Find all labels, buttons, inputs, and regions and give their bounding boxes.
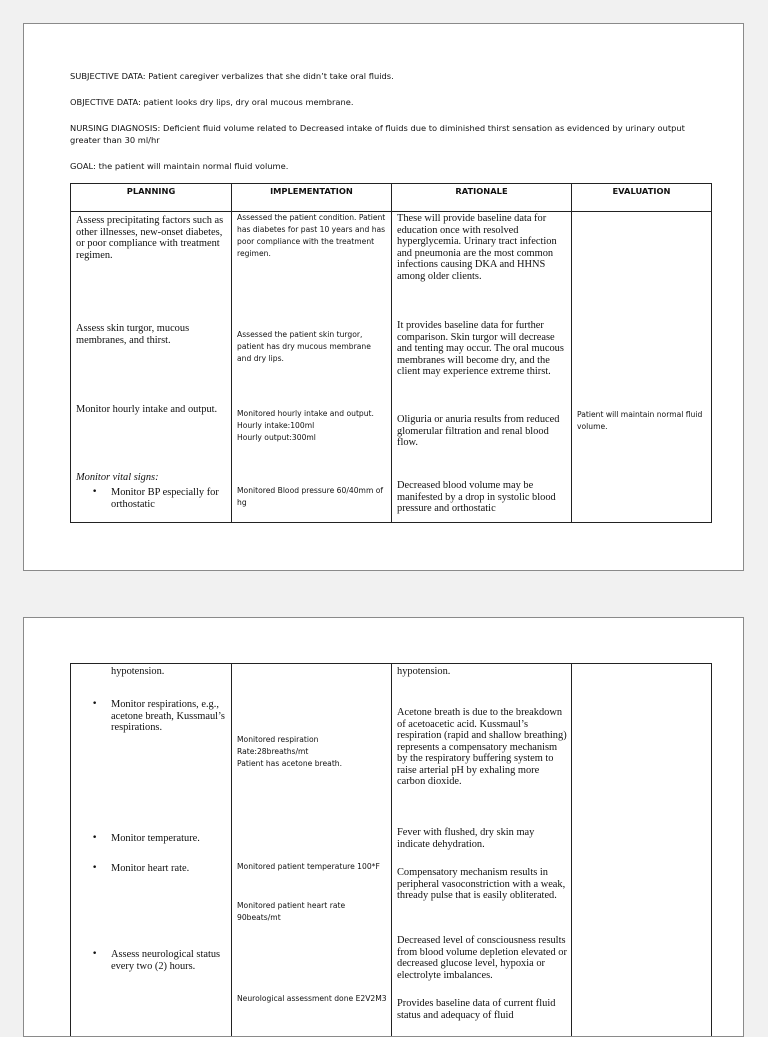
implementation-item xyxy=(237,734,387,770)
rationale-item: Compensatory mechanism results in peripheral vasoconstriction with a weak, thready pulse that is easily obliterated. xyxy=(397,867,567,902)
document-page-2 xyxy=(23,617,744,1037)
planning-bullet-text: Monitor BP especially for orthostatic xyxy=(111,487,219,510)
list-item xyxy=(92,833,227,845)
care-plan-table-1 xyxy=(70,183,712,523)
nursing-diagnosis xyxy=(70,122,710,146)
evaluation-cell xyxy=(572,664,712,1037)
header-rationale: RATIONALE xyxy=(392,184,572,212)
rationale-continued: hypotension. xyxy=(397,666,567,678)
planning-bullet-text: Monitor heart rate. xyxy=(111,863,189,874)
planning-cell xyxy=(71,212,232,523)
planning-item: Assess precipitating factors such as other illnesses, new-onset diabetes, or poor compliance with treatment regimen. xyxy=(76,215,227,261)
planning-bullet-text: Assess neurological status every two (2) hours. xyxy=(111,949,220,972)
implementation-item: Monitored patient heart rate 90beats/mt xyxy=(237,900,387,924)
list-item xyxy=(92,699,227,734)
goal-text: the patient will maintain normal fluid volume. xyxy=(99,161,289,171)
rationale-item: Decreased level of consciousness results from blood volume depletion elevated or decreased glucose level, hypoxia or electrolyte imbalances. xyxy=(397,935,567,981)
implementation-line: Hourly intake:100ml xyxy=(237,420,387,432)
diagnosis-label: NURSING DIAGNOSIS: xyxy=(70,123,160,133)
planning-item: Assess skin turgor, mucous membranes, and thirst. xyxy=(76,323,227,346)
rationale-item: Acetone breath is due to the breakdown of acetoacetic acid. Kussmaul’s respiration (rapid and shallow breathing) represents a compensatory mechanism by the respiratory buffering system to raise arterial pH by exhaling more carbon dioxide. xyxy=(397,707,567,788)
header-evaluation: EVALUATION xyxy=(572,184,712,212)
planning-cell xyxy=(71,664,232,1037)
rationale-cell xyxy=(392,664,572,1037)
bullet-icon: • xyxy=(92,863,97,875)
implementation-line: Patient has acetone breath. xyxy=(237,758,387,770)
planning-bullet-text: Monitor respirations, e.g., acetone breath, Kussmaul’s respirations. xyxy=(111,699,225,733)
subjective-text: Patient caregiver verbalizes that she didn’t take oral fluids. xyxy=(148,71,394,81)
evaluation-cell xyxy=(572,212,712,523)
list-item xyxy=(92,863,227,875)
planning-item: Monitor hourly intake and output. xyxy=(76,404,227,416)
implementation-item: Assessed the patient condition. Patient has diabetes for past 10 years and has poor compliance with the treatment regimen. xyxy=(237,212,387,260)
care-plan-table-2 xyxy=(70,663,712,1037)
objective-label: OBJECTIVE DATA: xyxy=(70,97,141,107)
document-page-1 xyxy=(23,23,744,571)
implementation-line: Monitored hourly intake and output. xyxy=(237,408,387,420)
evaluation-item: Patient will maintain normal fluid volume. xyxy=(577,409,707,433)
implementation-cell xyxy=(232,664,392,1037)
header-planning: PLANNING xyxy=(71,184,232,212)
implementation-line: Rate:28breaths/mt xyxy=(237,746,387,758)
table-header-row xyxy=(71,184,712,212)
objective-data xyxy=(70,96,710,108)
planning-continued: hypotension. xyxy=(111,666,227,678)
subjective-data xyxy=(70,70,710,82)
implementation-line: Monitored respiration xyxy=(237,734,387,746)
implementation-item: Monitored Blood pressure 60/40mm of hg xyxy=(237,485,387,509)
planning-bullet-text: Monitor temperature. xyxy=(111,833,200,844)
bullet-icon: • xyxy=(92,487,97,499)
implementation-cell xyxy=(232,212,392,523)
header-implementation: IMPLEMENTATION xyxy=(232,184,392,212)
implementation-item xyxy=(237,408,387,444)
implementation-item: Assessed the patient skin turgor, patient has dry mucous membrane and dry lips. xyxy=(237,329,387,365)
goal-label: GOAL: xyxy=(70,161,96,171)
table-row xyxy=(71,212,712,523)
rationale-item: Decreased blood volume may be manifested by a drop in systolic blood pressure and orthostatic xyxy=(397,480,567,515)
rationale-item: Fever with flushed, dry skin may indicate dehydration. xyxy=(397,827,567,850)
planning-subheading: Monitor vital signs: xyxy=(76,472,227,484)
implementation-line: Hourly output:300ml xyxy=(237,432,387,444)
rationale-item: These will provide baseline data for education once with resolved hyperglycemia. Urinary tract infection and pneumonia are the most common infections causing DKA and HHNS among older clients. xyxy=(397,213,567,282)
diagnosis-text: Deficient fluid volume related to Decreased intake of fluids due to diminished thirst sensation as evidenced by urinary output greater than 30 ml/hr xyxy=(70,123,685,145)
bullet-icon: • xyxy=(92,949,97,961)
rationale-item: It provides baseline data for further comparison. Skin turgor will decrease and tenting may occur. The oral mucous membranes will become dry, and the client may experience extreme thirst. xyxy=(397,320,567,378)
subjective-label: SUBJECTIVE DATA: xyxy=(70,71,146,81)
goal xyxy=(70,160,710,172)
list-item xyxy=(92,487,227,510)
list-item xyxy=(92,949,227,972)
objective-text: patient looks dry lips, dry oral mucous membrane. xyxy=(143,97,353,107)
rationale-item: Provides baseline data of current fluid status and adequacy of fluid xyxy=(397,998,567,1021)
rationale-cell xyxy=(392,212,572,523)
bullet-icon: • xyxy=(92,833,97,845)
rationale-item: Oliguria or anuria results from reduced glomerular filtration and renal blood flow. xyxy=(397,414,567,449)
bullet-icon: • xyxy=(92,699,97,711)
implementation-item: Monitored patient temperature 100*F xyxy=(237,861,387,873)
table-row xyxy=(71,664,712,1037)
implementation-item: Neurological assessment done E2V2M3 xyxy=(237,993,387,1005)
